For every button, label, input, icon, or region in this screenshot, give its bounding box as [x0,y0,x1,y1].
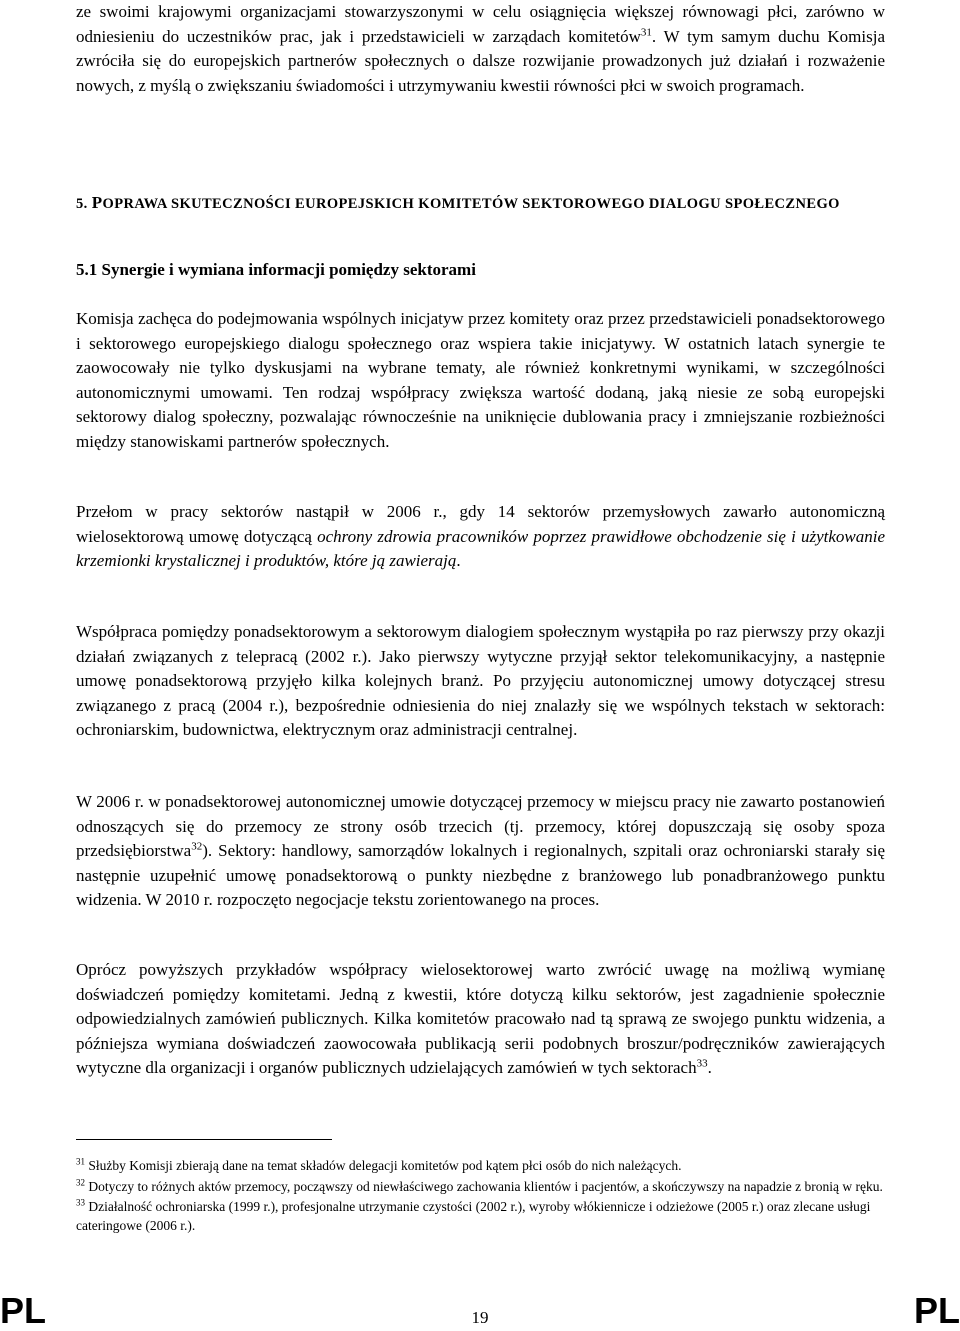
footnote-31: $^{31}$ Służby Komisji zbierają dane na temat składów delegacji komitetów pod kątem płci osób do nich należących. [76,1156,682,1173]
intro-paragraph: ze swoimi krajowymi organizacjami stowarzyszonymi w celu osiągnięcia większej równowagi płci, zarówno w odniesieniu do uczestników prac, jak i przedstawicieli w zarządach komitetów$^{31}$. W tym samym duchu Komisja zwróciła się do europejskich partnerów społecznych o dalsze rozwijanie prowadzonych już działań i rozważenie nowych, z myślą o zwiększaniu świadomości i utrzymywaniu kwestii równości płci w swoich programach. [76,2,886,95]
language-code-left: PL [0,1290,47,1331]
footnote-ref-33[interactable]: 33 [696,1057,708,1070]
footnote-ref-32[interactable]: 32 [191,840,203,853]
subsection-heading: 5.1 Synergie i wymiana informacji pomiędzy sektorami [76,260,476,279]
footnote-separator [76,1139,332,1140]
paragraph-cooperation: Współpraca pomiędzy ponadsektorowym a sektorowym dialogiem społecznym wystąpiła po raz pierwszy przy okazji działań związanych z telepracą (2002 r.). Jako pierwszy wytyczne przyjął sektor telekomunikacyjny, a następnie umowę ponadsektorową przyjęło kilka kolejnych branż. Po przyjęciu autonomicznej umowy dotyczącej stresu związanego z pracą (2004 r.), bezpośrednie odniesienia do niej znalazły się we wspólnych tekstach w sektorach: ochroniarskim, budownictwa, elektrycznym oraz administracji centralnej. [76,622,885,739]
section-number: 5. [76,196,88,212]
paragraph-violence: W 2006 r. w ponadsektorowej autonomicznej umowie dotyczącej przemocy w miejscu pracy nie zawarto postanowień odnoszących się do przemocy ze strony osób trzecich (tj. przemocy, której dopuszczają się osoby spoza przedsiębiorstwa$^{32}$). Sektory: handlowy, samorządów lokalnych i regionalnych, szpitali oraz ochroniarski starały się następnie uzupełnić umowę ponadsektorową o punkty niezbędne z branżowego lub ponadbranżowego punktu widzenia. W 2010 r. rozpoczęto negocjacje tekstu zorientowanego na proces. [76,792,885,909]
footnote-33: $^{33}$ Działalność ochroniarska (1999 r.), profesjonalne utrzymanie czystości (2002 r.), wyroby włókiennicze i odzieżowe (2005 r.) oraz zlecane usługi cateringowe (2006 r.). [76,1197,871,1233]
language-code-right: PL [913,1290,960,1331]
footnotes [76,1157,885,1237]
paragraph-exchange: Oprócz powyższych przykładów współpracy wielosektorowej warto zwrócić uwagę na możliwą wymianę doświadczeń pomiędzy komitetami. Jedną z kwestii, które dotyczą kilku sektorów, jest zagadnienie społecznie odpowiedzialnych zamówień publicznych. Kilka komitetów pracowało nad tą sprawą ze swojego punktu widzenia, a późniejsza wymiana doświadczeń zaowocowała publikacją serii podobnych broszur/podręczników zawierających wytyczne dla organizacji i organów publicznych udzielających zamówień w tych sektorach$^{33}$. [76,960,885,1077]
paragraph-breakthrough: Przełom w pracy sektorów nastąpił w 2006 r., gdy 14 sektorów przemysłowych zawarło autonomiczną wielosektorową umowę dotyczącą ochrony zdrowia pracowników poprzez prawidłowe obchodzenie się i użytkowanie krzemionki krystalicznej i produktów, które ją zawierają. [76,502,885,570]
page-footer [0,1290,960,1330]
section-heading: 5. POPRAWA SKUTECZNOŚCI EUROPEJSKICH KOMITETÓW SEKTOROWEGO DIALOGU SPOŁECZNEGO [76,193,840,212]
page-number: 19 [471,1308,489,1327]
paragraph-synergies: Komisja zachęca do podejmowania wspólnych inicjatyw przez komitety oraz przez przedstawicieli ponadsektorowego i sektorowego europejskiego dialogu społecznego oraz wspiera takie inicjatywy. W ostatnich latach synergie te zaowocowały nie tylko dyskusjami na wybrane tematy, ale również konkretnymi wynikami, w szczególności autonomicznymi umowami. Ten rodzaj współpracy zwiększa wartość dodaną, jaką niesie ze sobą europejski sektorowy dialog społeczny, pozwalając równocześnie na uniknięcie dublowania pracy i zmniejszanie rozbieżności między stanowiskami partnerów społecznych. [76,309,885,451]
section-title: OPRAWA SKUTECZNOŚCI EUROPEJSKICH KOMITETÓW SEKTOROWEGO DIALOGU SPOŁECZNEGO [102,196,840,212]
footnote-ref-31[interactable]: 31 [640,25,652,38]
footnote-32: $^{32}$ Dotyczy to różnych aktów przemocy, począwszy od niewłaściwego zachowania klientów i pacjentów, a skończywszy na napadzie z bronią w ręku. [76,1177,883,1194]
agreement-title: ochrony zdrowia pracowników poprzez prawidłowe obchodzenie się i użytkowanie krzemionki krystalicznej i produktów, które ją zawierają [76,526,885,570]
